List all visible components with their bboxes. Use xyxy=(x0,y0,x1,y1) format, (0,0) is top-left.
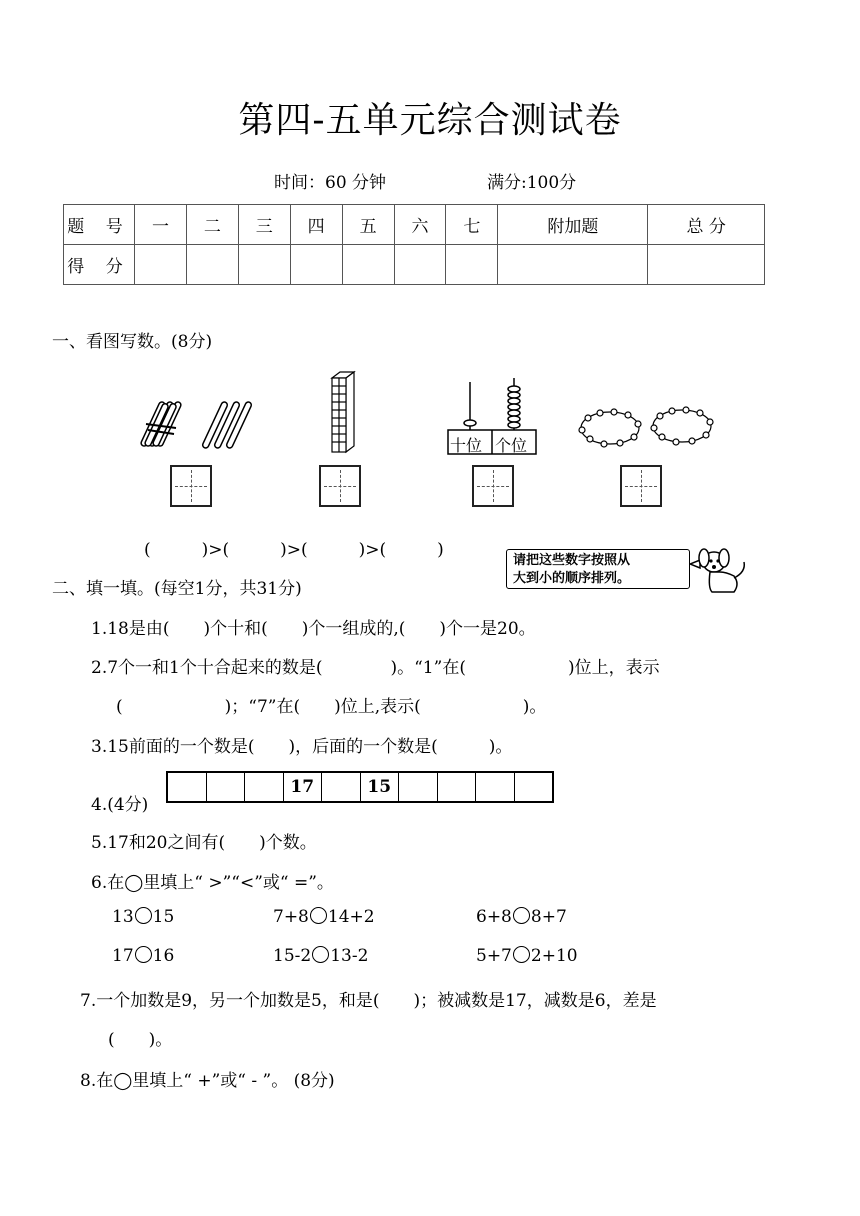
question-5: 5.17和20之间有( )个数。 xyxy=(91,833,317,853)
compare-item xyxy=(112,907,174,927)
compare-circle[interactable] xyxy=(310,907,327,924)
compare-left: 6+8 xyxy=(476,907,512,927)
question-1: 1.18是由( )个十和( )个一组成的,( )个一是20。 xyxy=(91,619,536,639)
question-7-line2: ( )。 xyxy=(108,1030,173,1050)
score-cell[interactable] xyxy=(135,245,187,285)
score-cell[interactable] xyxy=(186,245,238,285)
cubes-picture xyxy=(328,370,358,456)
sequence-cell[interactable] xyxy=(399,773,438,801)
compare-circle[interactable] xyxy=(135,946,152,963)
answer-grid-box[interactable] xyxy=(319,465,361,507)
page-title: 第四-五单元综合测试卷 xyxy=(238,100,622,141)
score-row-label: 得 分 xyxy=(64,245,135,285)
compare-item xyxy=(476,907,567,927)
score-cell[interactable] xyxy=(648,245,765,285)
compare-right: 2+10 xyxy=(530,946,578,966)
compare-item xyxy=(273,946,368,966)
score-header-cell: 四 xyxy=(290,205,342,245)
score-cell[interactable] xyxy=(498,245,648,285)
score-cell[interactable] xyxy=(394,245,446,285)
compare-right: 16 xyxy=(152,946,175,966)
compare-circle[interactable] xyxy=(135,907,152,924)
sequence-cell[interactable] xyxy=(322,773,361,801)
question-8: 8.在◯里填上“ +”或“ - ”。 (8分) xyxy=(80,1071,335,1091)
section1-heading: 一、看图写数。(8分) xyxy=(52,332,213,352)
score-cell[interactable] xyxy=(238,245,290,285)
compare-item xyxy=(112,946,174,966)
question-6: 6.在◯里填上“ >”“<”或“ =”。 xyxy=(91,873,334,893)
question-3: 3.15前面的一个数是( )，后面的一个数是( )。 xyxy=(91,737,513,757)
score-header-row xyxy=(64,205,765,245)
compare-left: 5+7 xyxy=(476,946,512,966)
question-2-line1: 2.7个一和1个十合起来的数是( )。“1”在( )位上，表示 xyxy=(91,658,660,678)
score-value-row xyxy=(64,245,765,285)
sequence-cell[interactable] xyxy=(245,773,284,801)
sequence-cell[interactable] xyxy=(515,773,553,801)
compare-circle[interactable] xyxy=(312,946,329,963)
question-2-line2: ( )；“7”在( )位上,表示( )。 xyxy=(116,697,547,717)
compare-circle[interactable] xyxy=(513,907,530,924)
score-header-cell: 附加题 xyxy=(498,205,648,245)
compare-right: 13-2 xyxy=(330,946,369,966)
answer-grid-box[interactable] xyxy=(170,465,212,507)
sequence-cell[interactable] xyxy=(207,773,246,801)
question-7-line1: 7.一个加数是9，另一个加数是5，和是( )；被减数是17，减数是6，差是 xyxy=(80,991,657,1011)
score-header-cell: 五 xyxy=(342,205,394,245)
score-header-cell: 三 xyxy=(238,205,290,245)
bead-rings-picture xyxy=(578,404,714,450)
score-label: 满分:100分 xyxy=(487,173,577,193)
compare-left: 7+8 xyxy=(273,907,309,927)
speech-bubble-line: 请把这些数字按照从 xyxy=(513,553,631,568)
sequence-cell[interactable] xyxy=(168,773,207,801)
compare-left: 15-2 xyxy=(273,946,312,966)
number-sequence-strip xyxy=(166,771,554,803)
score-cell[interactable] xyxy=(290,245,342,285)
answer-grid-box[interactable] xyxy=(620,465,662,507)
sequence-cell: 17 xyxy=(284,773,323,801)
compare-circle[interactable] xyxy=(513,946,530,963)
abacus-ones-label: 个位 xyxy=(495,436,528,455)
compare-right: 15 xyxy=(152,907,175,927)
speech-bubble-line: 大到小的顺序排列。 xyxy=(513,571,631,586)
time-label: 时间：60 分钟 xyxy=(274,173,387,193)
compare-item xyxy=(273,907,375,927)
score-header-cell: 六 xyxy=(394,205,446,245)
score-cell[interactable] xyxy=(446,245,498,285)
sequence-cell[interactable] xyxy=(438,773,477,801)
score-cell[interactable] xyxy=(342,245,394,285)
dog-icon xyxy=(690,548,750,594)
score-table xyxy=(63,204,765,285)
score-header-cell: 一 xyxy=(135,205,187,245)
abacus-tens-label: 十位 xyxy=(450,436,483,455)
sequence-cell[interactable] xyxy=(476,773,515,801)
speech-bubble xyxy=(506,549,690,589)
compare-right: 8+7 xyxy=(530,907,567,927)
score-header-cell: 题 号 xyxy=(64,205,135,245)
question-4-label: 4.(4分) xyxy=(91,795,149,815)
compare-right: 14+2 xyxy=(327,907,375,927)
order-answer-line: ( )>( )>( )>( ) xyxy=(144,540,444,560)
compare-left: 13 xyxy=(112,907,134,927)
sequence-cell: 15 xyxy=(361,773,400,801)
section2-heading: 二、填一填。(每空1分，共31分) xyxy=(52,579,302,599)
sticks-picture xyxy=(140,394,255,454)
compare-left: 17 xyxy=(112,946,134,966)
compare-item xyxy=(476,946,578,966)
score-header-cell: 二 xyxy=(186,205,238,245)
score-header-cell: 七 xyxy=(446,205,498,245)
answer-grid-box[interactable] xyxy=(472,465,514,507)
score-header-cell: 总 分 xyxy=(648,205,765,245)
